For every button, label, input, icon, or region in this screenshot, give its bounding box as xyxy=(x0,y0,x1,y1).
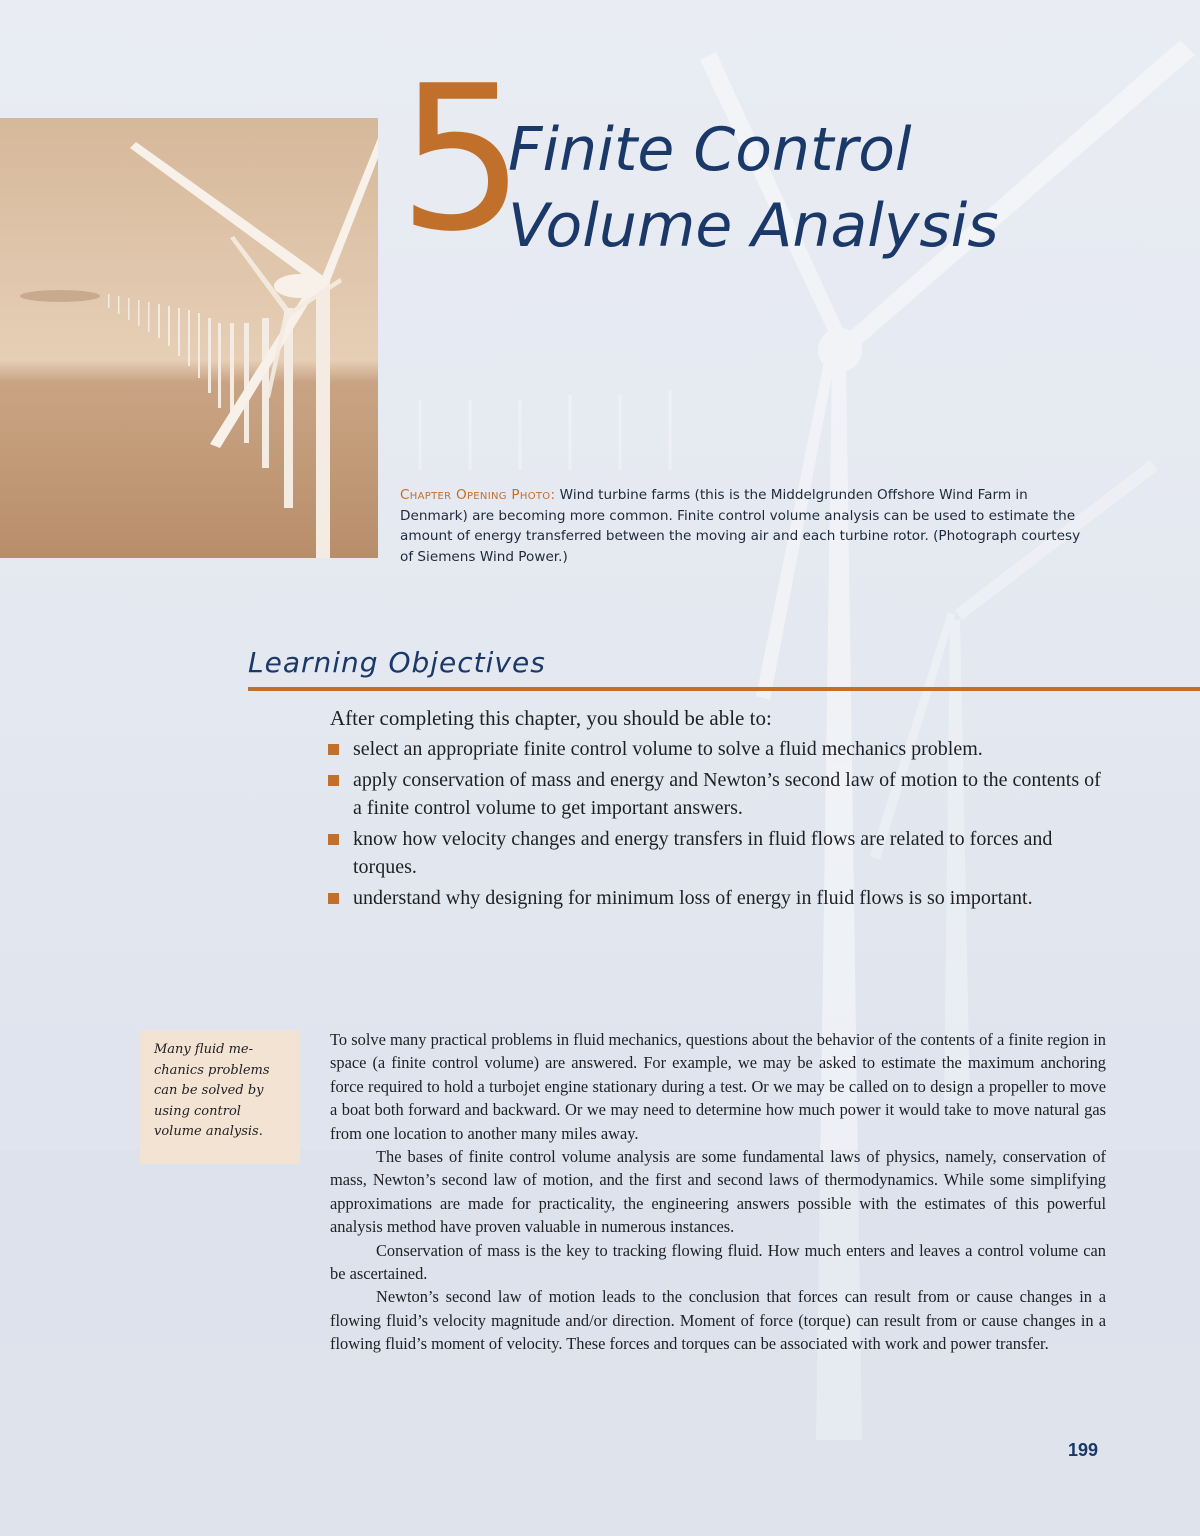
body-text xyxy=(330,1028,1106,1356)
objective-item xyxy=(328,825,1108,881)
caption-label: Chapter Opening Photo: xyxy=(400,487,556,503)
chapter-title-line-1: Finite Control xyxy=(508,115,912,185)
margin-note xyxy=(140,1030,300,1164)
body-paragraph: To solve many practical problems in fluid mechanics, questions about the behavior of the contents of a finite region in space (a finite control volume) are answered. For example, we may be asked to estimate the maximum anchoring force required to hold a turbojet engine stationary during a test. Or we may be called on to design a propeller to move a boat both forward and backward. Or we may need to determine how much power it would take to move natural gas from one location to another many miles away. xyxy=(330,1030,1106,1143)
learning-objectives-list xyxy=(328,735,1108,915)
square-bullet-icon xyxy=(328,834,339,845)
objective-text: know how velocity changes and energy transfers in fluid flows are related to forces and torques. xyxy=(353,828,1053,878)
heading-rule xyxy=(248,687,1200,691)
learning-objectives-intro: After completing this chapter, you should be able to: xyxy=(330,706,772,730)
photo-caption xyxy=(400,485,1090,567)
chapter-opening-photo xyxy=(0,118,378,558)
objective-text: apply conservation of mass and energy and Newton’s second law of motion to the contents of a finite control volume to get important answers. xyxy=(353,769,1101,819)
caption-text: Wind turbine farms (this is the Middelgrunden Offshore Wind Farm in Denmark) are becoming more common. Finite control volume analysis can be used to estimate the amount of energy transferred between the moving air and each turbine rotor. (Photograph courtesy of Siemens Wind Power.) xyxy=(400,487,1081,565)
body-paragraph: The bases of finite control volume analysis are some fundamental laws of physics, namely, conservation of mass, Newton’s second law of motion, and the first and second laws of thermodynamics. While some simplifying approximations are made for practicality, the engineering answers possible with the estimates of this powerful analysis method have proven valuable in numerous instances. xyxy=(330,1147,1106,1237)
square-bullet-icon xyxy=(328,775,339,786)
page-number: 199 xyxy=(1068,1440,1099,1460)
square-bullet-icon xyxy=(328,744,339,755)
objective-item xyxy=(328,735,1108,763)
margin-note-text: Many fluid me-chanics problems can be solved by using control volume analysis. xyxy=(154,1042,270,1139)
chapter-title-line-2: Volume Analysis xyxy=(508,191,999,261)
objective-item xyxy=(328,884,1108,912)
body-paragraph: Conservation of mass is the key to tracking flowing fluid. How much enters and leaves a control volume can be ascertained. xyxy=(330,1240,1106,1284)
objective-item xyxy=(328,766,1108,822)
chapter-number: 5 xyxy=(398,43,522,276)
square-bullet-icon xyxy=(328,893,339,904)
chapter-title xyxy=(508,112,999,264)
learning-objectives-heading: Learning Objectives xyxy=(248,646,546,679)
objective-text: select an appropriate finite control volume to solve a fluid mechanics problem. xyxy=(353,738,983,760)
objective-text: understand why designing for minimum loss of energy in fluid flows is so important. xyxy=(353,887,1033,909)
body-paragraph: Newton’s second law of motion leads to the conclusion that forces can result from or cause changes in a flowing fluid’s velocity magnitude and/or direction. Moment of force (torque) can result from or cause changes in a flowing fluid’s moment of velocity. These forces and torques can be associated with work and power transfer. xyxy=(330,1287,1106,1354)
